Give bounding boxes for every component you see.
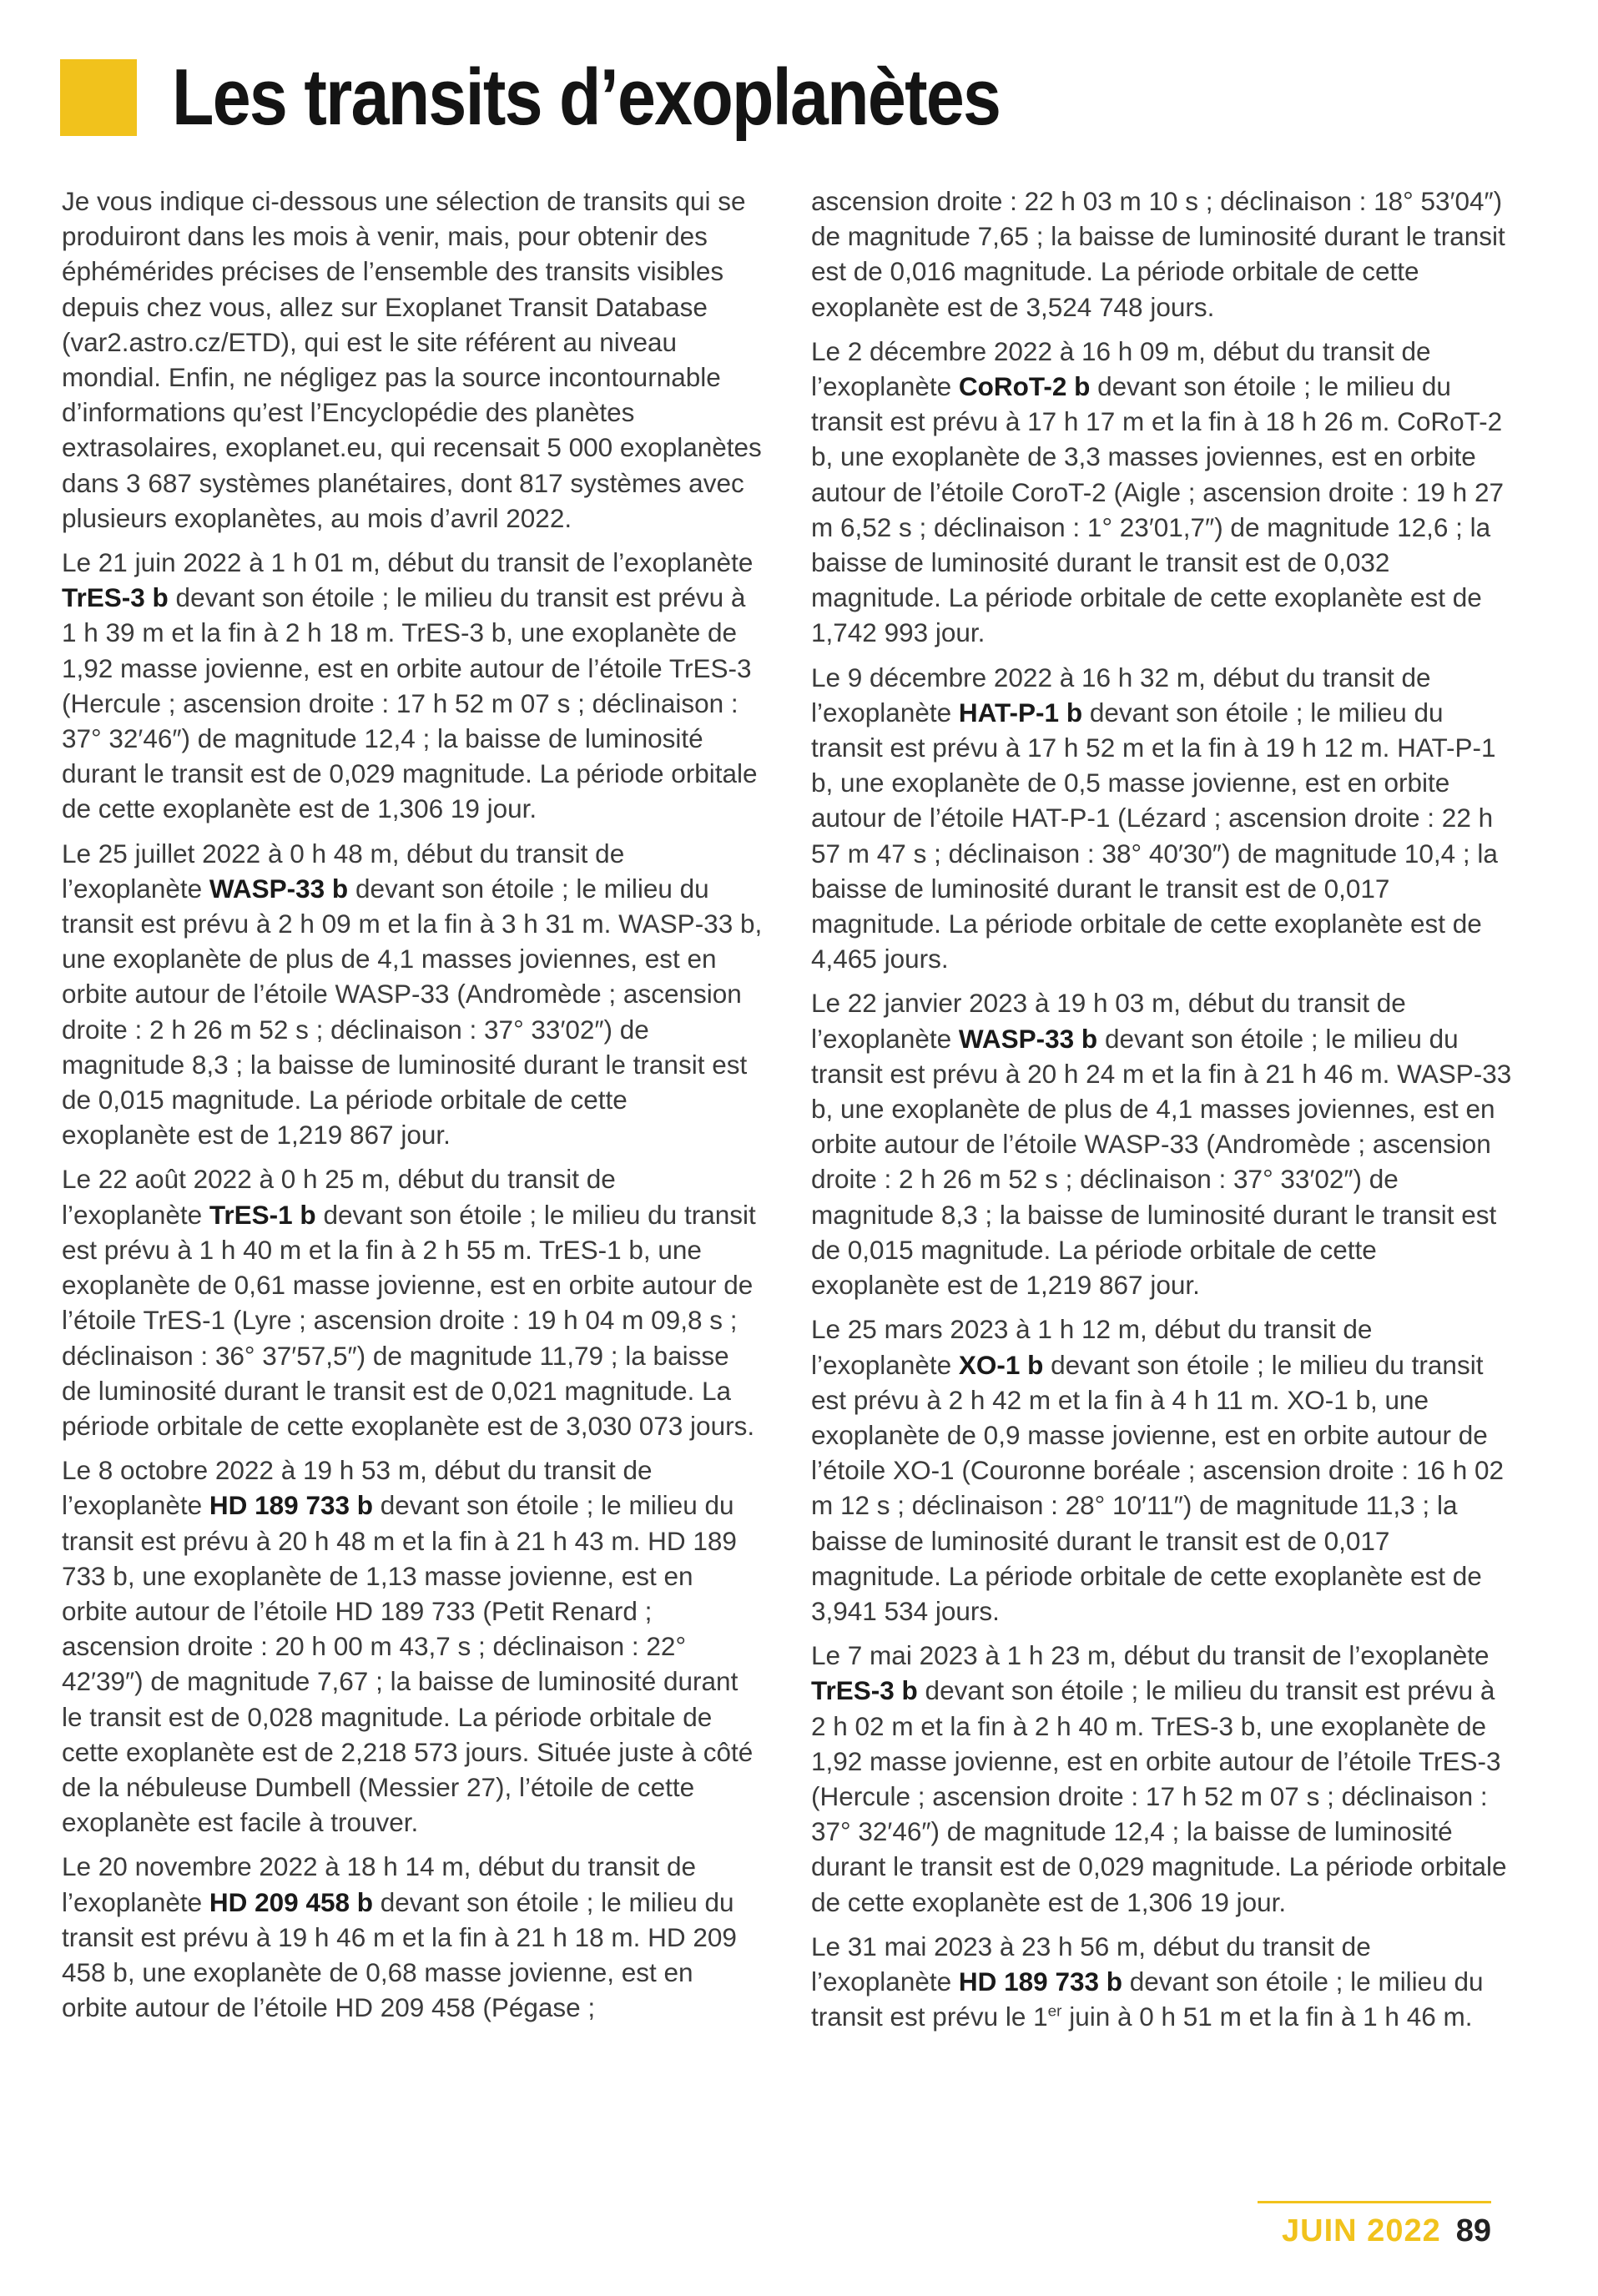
transit-paragraph: Le 2 décembre 2022 à 16 h 09 m, début du transit de l’exoplanète CoRoT-2 b devant son étoile ; le milieu du transit est prévu à 17 h 17 m et la fin à 18 h 26 m. CoRoT-2 b, une exoplanète de 3,3 masses joviennes, est en orbite autour de l’étoile CoroT-2 (Aigle ; ascension droite : 19 h 27 m 6,52 s ; déclinaison : 1° 23′01,7″) de magnitude 12,6 ; la baisse de luminosité durant le transit est de 0,032 magnitude. La période orbitale de cette exoplanète est de 1,742 993 jour. [811,335,1504,648]
ordinal-superscript: er [1047,2002,1062,2021]
page-title: Les transits d’exoplanètes [172,53,1001,142]
continuation-paragraph: ascension droite : 22 h 03 m 10 s ; déclinaison : 18° 53′04″) de magnitude 7,65 ; la baisse de luminosité durant le transit est de 0,016 magnitude. La période orbitale de cette exoplanète est de 3,524 748 jours. [811,186,1505,322]
planet-name: TrES-3 b [811,1675,918,1706]
title-accent-square [60,59,137,136]
transit-paragraph: Le 9 décembre 2022 à 16 h 32 m, début du transit de l’exoplanète HAT-P-1 b devant son étoile ; le milieu du transit est prévu à 17 h 52 m et la fin à 19 h 12 m. HAT-P-1 b, une exoplanète de 0,5 masse jovienne, est en orbite autour de l’étoile HAT-P-1 (Lézard ; ascension droite : 22 h 57 m 47 s ; déclinaison : 38° 40′30″) de magnitude 10,4 ; la baisse de luminosité durant le transit est de 0,017 magnitude. La période orbitale de cette exoplanète est de 4,465 jours. [811,662,1498,974]
issue-label: JUIN 2022 [1282,2213,1441,2248]
transit-paragraph: Le 21 juin 2022 à 1 h 01 m, début du transit de l’exoplanète TrES-3 b devant son étoile ; le milieu du transit est prévu à 1 h 39 m et la fin à 2 h 18 m. TrES-3 b, une exoplanète de 1,92 masse jovienne, est en orbite autour de l’étoile TrES-3 (Hercule ; ascension droite : 17 h 52 m 07 s ; déclinaison : 37° 32′46″) de magnitude 12,4 ; la baisse de luminosité durant le transit est de 0,029 magnitude. La période orbitale de cette exoplanète est de 1,306 19 jour. [62,547,758,824]
transit-paragraph: Le 31 mai 2023 à 23 h 56 m, début du transit de l’exoplanète HD 189 733 b devant son étoile ; le milieu du transit est prévu le 1er juin à 0 h 51 m et la fin à 1 h 46 m. [811,1931,1484,2032]
planet-name: XO-1 b [958,1349,1044,1380]
planet-name: HD 189 733 b [958,1966,1122,1996]
planet-name: HD 209 458 b [209,1886,373,1917]
transit-paragraph: Le 22 janvier 2023 à 19 h 03 m, début du transit de l’exoplanète WASP-33 b devant son étoile ; le milieu du transit est prévu à 20 h 24 m et la fin à 21 h 46 m. WASP-33 b, une exoplanète de plus de 4,1 masses joviennes, est en orbite autour de l’étoile WASP-33 (Andromède ; ascension droite : 2 h 26 m 52 s ; déclinaison : 37° 33′02″) de magnitude 8,3 ; la baisse de luminosité durant le transit est de 0,015 magnitude. La période orbitale de cette exoplanète est de 1,219 867 jour. [811,988,1512,1301]
page-footer [1258,2201,1491,2249]
planet-name: TrES-1 b [209,1199,316,1230]
transit-paragraph: Le 8 octobre 2022 à 19 h 53 m, début du transit de l’exoplanète HD 189 733 b devant son étoile ; le milieu du transit est prévu à 20 h 48 m et la fin à 21 h 43 m. HD 189 733 b, une exoplanète de 1,13 masse jovienne, est en orbite autour de l’étoile HD 189 733 (Petit Renard ; ascension droite : 20 h 00 m 43,7 s ; déclinaison : 22° 42′39″) de magnitude 7,67 ; la baisse de luminosité durant le transit est de 0,028 magnitude. La période orbitale de cette exoplanète est de 2,218 573 jours. Située juste à côté de la nébuleuse Dumbell (Messier 27), l’étoile de cette exoplanète est facile à trouver. [62,1455,754,1838]
transit-paragraph: Le 22 août 2022 à 0 h 25 m, début du transit de l’exoplanète TrES-1 b devant son étoile ; le milieu du transit est prévu à 1 h 40 m et la fin à 2 h 55 m. TrES-1 b, une exoplanète de 0,61 masse jovienne, est en orbite autour de l’étoile TrES-1 (Lyre ; ascension droite : 19 h 04 m 09,8 s ; déclinaison : 36° 37′57,5″) de magnitude 11,79 ; la baisse de luminosité durant le transit est de 0,021 magnitude. La période orbitale de cette exoplanète est de 3,030 073 jours. [62,1164,756,1441]
planet-name: WASP-33 b [958,1023,1098,1054]
planet-name: CoRoT-2 b [958,371,1091,402]
right-column [811,184,1512,2043]
transit-paragraph: Le 20 novembre 2022 à 18 h 14 m, début du transit de l’exoplanète HD 209 458 b devant son étoile ; le milieu du transit est prévu à 19 h 46 m et la fin à 21 h 18 m. HD 209 458 b, une exoplanète de 0,68 masse jovienne, est en orbite autour de l’étoile HD 209 458 (Pégase ; [62,1851,737,2023]
page-number: 89 [1455,2213,1491,2248]
left-column [62,184,763,2034]
title-block [60,52,1135,144]
transit-paragraph: Le 7 mai 2023 à 1 h 23 m, début du transit de l’exoplanète TrES-3 b devant son étoile ; le milieu du transit est prévu à 2 h 02 m et la fin à 2 h 40 m. TrES-3 b, une exoplanète de 1,92 masse jovienne, est en orbite autour de l’étoile TrES-3 (Hercule ; ascension droite : 17 h 52 m 07 s ; déclinaison : 37° 32′46″) de magnitude 12,4 ; la baisse de luminosité durant le transit est de 0,029 magnitude. La période orbitale de cette exoplanète est de 1,306 19 jour. [811,1640,1507,1917]
transit-paragraph: Le 25 juillet 2022 à 0 h 48 m, début du transit de l’exoplanète WASP-33 b devant son étoile ; le milieu du transit est prévu à 2 h 09 m et la fin à 3 h 31 m. WASP-33 b, une exoplanète de plus de 4,1 masses joviennes, est en orbite autour de l’étoile WASP-33 (Andromède ; ascension droite : 2 h 26 m 52 s ; déclinaison : 37° 33′02″) de magnitude 8,3 ; la baisse de luminosité durant le transit est de 0,015 magnitude. La période orbitale de cette exoplanète est de 1,219 867 jour. [62,838,763,1151]
planet-name: HD 189 733 b [209,1490,373,1521]
planet-name: HAT-P-1 b [958,697,1083,728]
planet-name: WASP-33 b [209,873,349,904]
transit-paragraph: Le 25 mars 2023 à 1 h 12 m, début du transit de l’exoplanète XO-1 b devant son étoile ; le milieu du transit est prévu à 2 h 42 m et la fin à 4 h 11 m. XO-1 b, une exoplanète de 0,9 masse jovienne, est en orbite autour de l’étoile XO-1 (Couronne boréale ; ascension droite : 16 h 02 m 12 s ; déclinaison : 28° 10′11″) de magnitude 11,3 ; la baisse de luminosité durant le transit est de 0,017 magnitude. La période orbitale de cette exoplanète est de 3,941 534 jours. [811,1314,1504,1626]
planet-name: TrES-3 b [62,582,169,613]
intro-paragraph: Je vous indique ci-dessous une sélection de transits qui se produiront dans les mois à venir, mais, pour obtenir des éphémérides précises de l’ensemble des transits visibles depuis chez vous, allez sur Exoplanet Transit Database (var2.astro.cz/ETD), qui est le site référent au niveau mondial. Enfin, ne négligez pas la source incontournable d’informations qu’est l’Encyclopédie des planètes extrasolaires, exoplanet.eu, qui recensait 5 000 exoplanètes dans 3 687 systèmes planétaires, dont 817 systèmes avec plusieurs exoplanètes, au mois d’avril 2022. [62,186,762,533]
